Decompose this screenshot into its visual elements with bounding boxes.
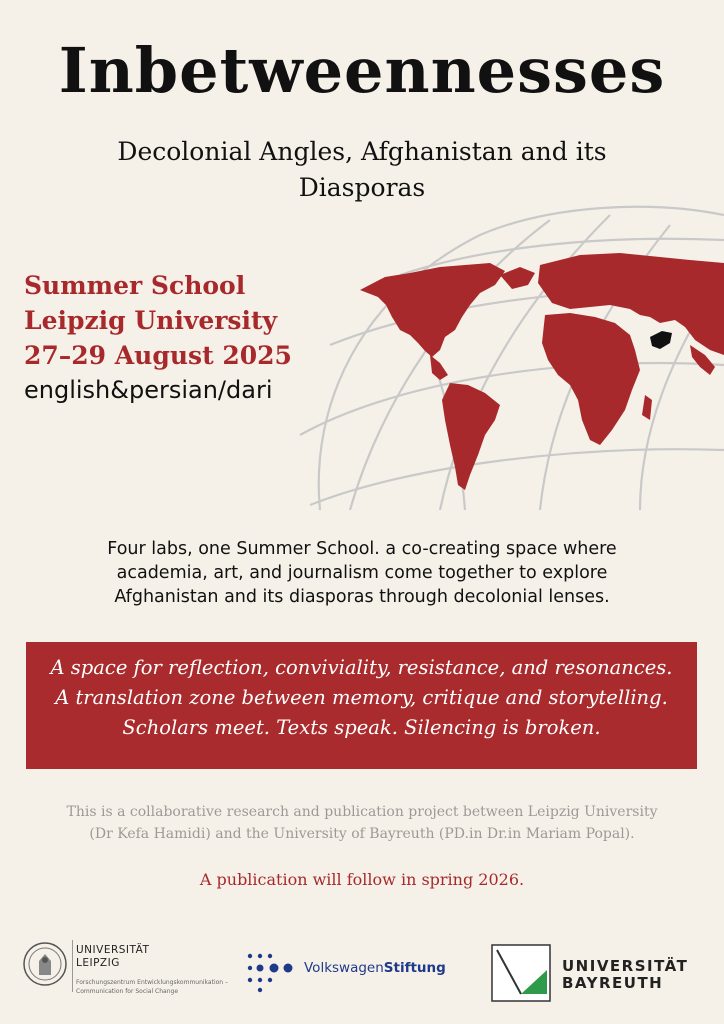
subtitle-line-1: Decolonial Angles, Afghanistan and its (117, 137, 607, 166)
leipzig-logo-text (76, 944, 228, 996)
leipzig-sub-2: Communication for Social Change (76, 988, 179, 995)
publication-note: A publication will follow in spring 2026. (199, 870, 525, 889)
collaboration-line-2: (Dr Kefa Hamidi) and the University of Bayreuth (PD.in Dr.in Mariam Popal). (89, 826, 635, 842)
leipzig-seal-icon (22, 941, 68, 987)
poster-title: Inbetweennesses (58, 34, 666, 107)
banner-line-1: A space for reflection, conviviality, resistance, and resonances. (50, 656, 673, 679)
leipzig-divider (72, 940, 73, 992)
event-host: Leipzig University (24, 306, 278, 335)
event-languages: english&persian/dari (24, 376, 273, 404)
event-dates: 27–29 August 2025 (24, 341, 292, 370)
event-info (24, 268, 292, 407)
banner-line-2: A translation zone between memory, critique and storytelling. (55, 686, 668, 709)
subtitle-line-2: Diasporas (298, 173, 426, 202)
volkswagen-dots-icon (246, 950, 294, 994)
intro-text (60, 537, 664, 609)
collaboration-line-1: This is a collaborative research and publication project between Leipzig University (66, 804, 658, 820)
vw-name-part-1: Volkswagen (304, 960, 384, 976)
bayreuth-logo-text (562, 958, 688, 992)
globe-map-illustration (290, 205, 724, 510)
leipzig-name-2: LEIPZIG (76, 957, 120, 969)
volkswagen-logo-text (304, 960, 446, 976)
vw-name-part-2: Stiftung (383, 960, 446, 976)
leipzig-name-1: UNIVERSITÄT (76, 944, 150, 956)
bayreuth-name-2: BAYREUTH (562, 974, 664, 992)
leipzig-sub-1: Forschungszentrum Entwicklungskommunikation – (76, 979, 229, 986)
banner-line-3: Scholars meet. Texts speak. Silencing is broken. (122, 716, 601, 739)
intro-line-2: academia, art, and journalism come together to explore (116, 563, 608, 583)
tagline-banner (26, 642, 697, 769)
bayreuth-name-1: UNIVERSITÄT (562, 957, 689, 975)
event-type: Summer School (24, 271, 246, 300)
poster-subtitle (40, 134, 684, 206)
intro-line-1: Four labs, one Summer School. a co-creating space where (107, 539, 617, 559)
afghanistan-highlight (650, 331, 672, 349)
bayreuth-mark-icon (491, 944, 551, 1002)
intro-line-3: Afghanistan and its diasporas through decolonial lenses. (114, 587, 610, 607)
collaboration-note (20, 801, 704, 845)
